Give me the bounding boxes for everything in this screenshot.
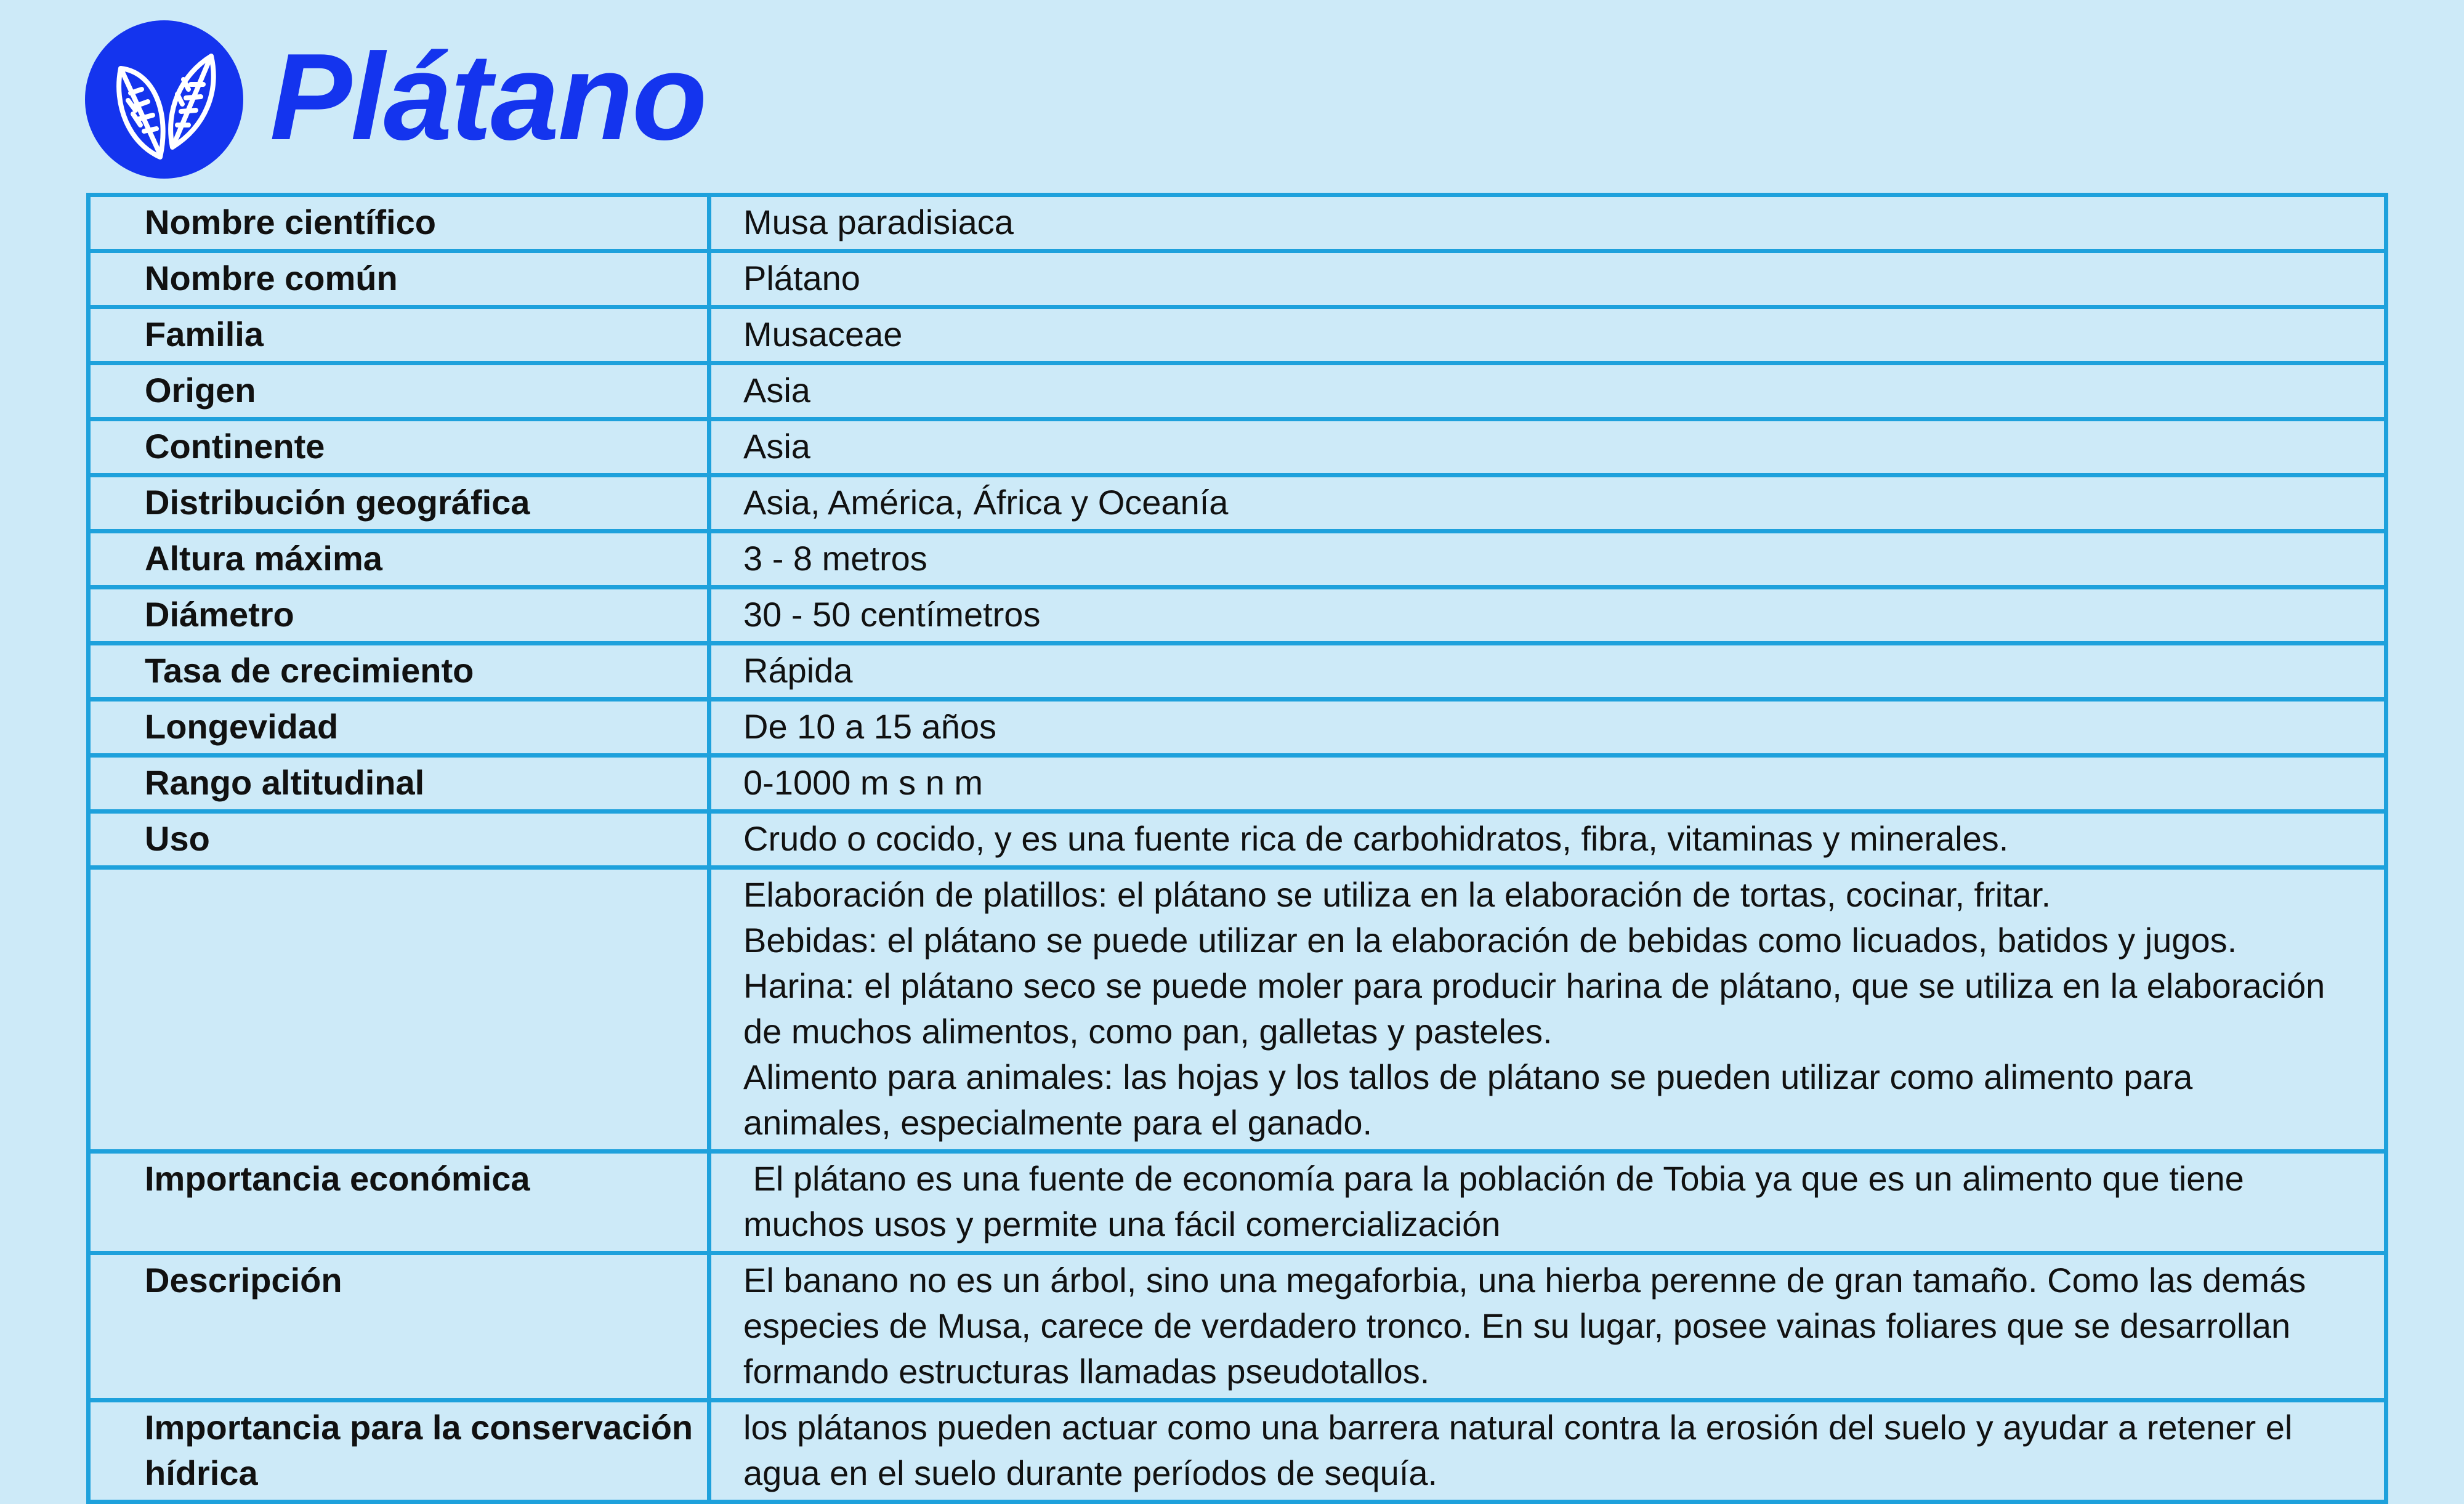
table-row [89,532,2386,588]
uses-detail-item: Elaboración de platillos: el plátano se utiliza en la elaboración de tortas, cocinar, fritar. [743,875,2051,914]
field-value: 3 - 8 metros [709,532,2386,588]
field-value: Rápida [709,644,2386,700]
field-label: Diámetro [89,588,709,644]
field-value: Asia [709,419,2386,475]
field-value: Asia, América, África y Oceanía [709,475,2386,532]
field-label: Familia [89,307,709,363]
field-label: Rango altitudinal [89,756,709,812]
table-row-description [89,1253,2386,1401]
field-label: Continente [89,419,709,475]
field-value: los plátanos pueden actuar como una barrera natural contra la erosión del suelo y ayudar a retener el agua en el suelo durante períodos de sequía. [709,1401,2386,1502]
table-row [89,756,2386,812]
table-row-uses-detail [89,868,2386,1152]
field-value: Asia [709,363,2386,419]
field-value: 0-1000 m s n m [709,756,2386,812]
field-label: Importancia para la conservación hídrica [89,1401,709,1502]
field-value: Plátano [709,251,2386,307]
species-info-table [86,193,2388,1492]
field-value: Musa paradisiaca [709,195,2386,251]
field-label: Nombre común [89,251,709,307]
table-row [89,363,2386,419]
table-row [89,307,2386,363]
table-row-water [89,1401,2386,1502]
field-label: Descripción [89,1253,709,1401]
page-title: Plátano [270,28,706,166]
field-label: Uso [89,812,709,868]
uses-detail-cell [709,868,2386,1152]
field-value: Musaceae [709,307,2386,363]
field-label: Importancia económica [89,1152,709,1253]
field-label: Tasa de crecimiento [89,644,709,700]
table-row [89,195,2386,251]
empty-label-cell [89,868,709,1152]
uses-detail-item: Bebidas: el plátano se puede utilizar en la elaboración de bebidas como licuados, batidos y jugos. [743,921,2237,960]
table-row [89,644,2386,700]
table-row [89,475,2386,532]
field-value: De 10 a 15 años [709,700,2386,756]
uses-detail-item: Harina: el plátano seco se puede moler para producir harina de plátano, que se utiliza en la elaboración de muchos alimentos, como pan, galletas y pasteles. [743,966,2325,1051]
field-label: Origen [89,363,709,419]
banana-leaves-icon [85,20,243,179]
table-row [89,251,2386,307]
field-label: Longevidad [89,700,709,756]
field-value: 30 - 50 centímetros [709,588,2386,644]
table-row [89,588,2386,644]
field-label: Nombre científico [89,195,709,251]
table-row-economic [89,1152,2386,1253]
logo-badge [85,20,243,179]
table-row [89,812,2386,868]
field-value: El banano no es un árbol, sino una megaforbia, una hierba perenne de gran tamaño. Como las demás especies de Musa, carece de verdadero tronco. En su lugar, posee vainas foliares que se desarrollan formando estructuras llamadas pseudotallos. [709,1253,2386,1401]
table-row [89,700,2386,756]
field-value: El plátano es una fuente de economía para la población de Tobia ya que es un alimento que tiene muchos usos y permite una fácil comercialización [709,1152,2386,1253]
uses-detail-item: Alimento para animales: las hojas y los tallos de plátano se pueden utilizar como alimento para animales, especialmente para el ganado. [743,1057,2193,1142]
table-row [89,419,2386,475]
field-value: Crudo o cocido, y es una fuente rica de carbohidratos, fibra, vitaminas y minerales. [709,812,2386,868]
field-label: Distribución geográfica [89,475,709,532]
field-label: Altura máxima [89,532,709,588]
